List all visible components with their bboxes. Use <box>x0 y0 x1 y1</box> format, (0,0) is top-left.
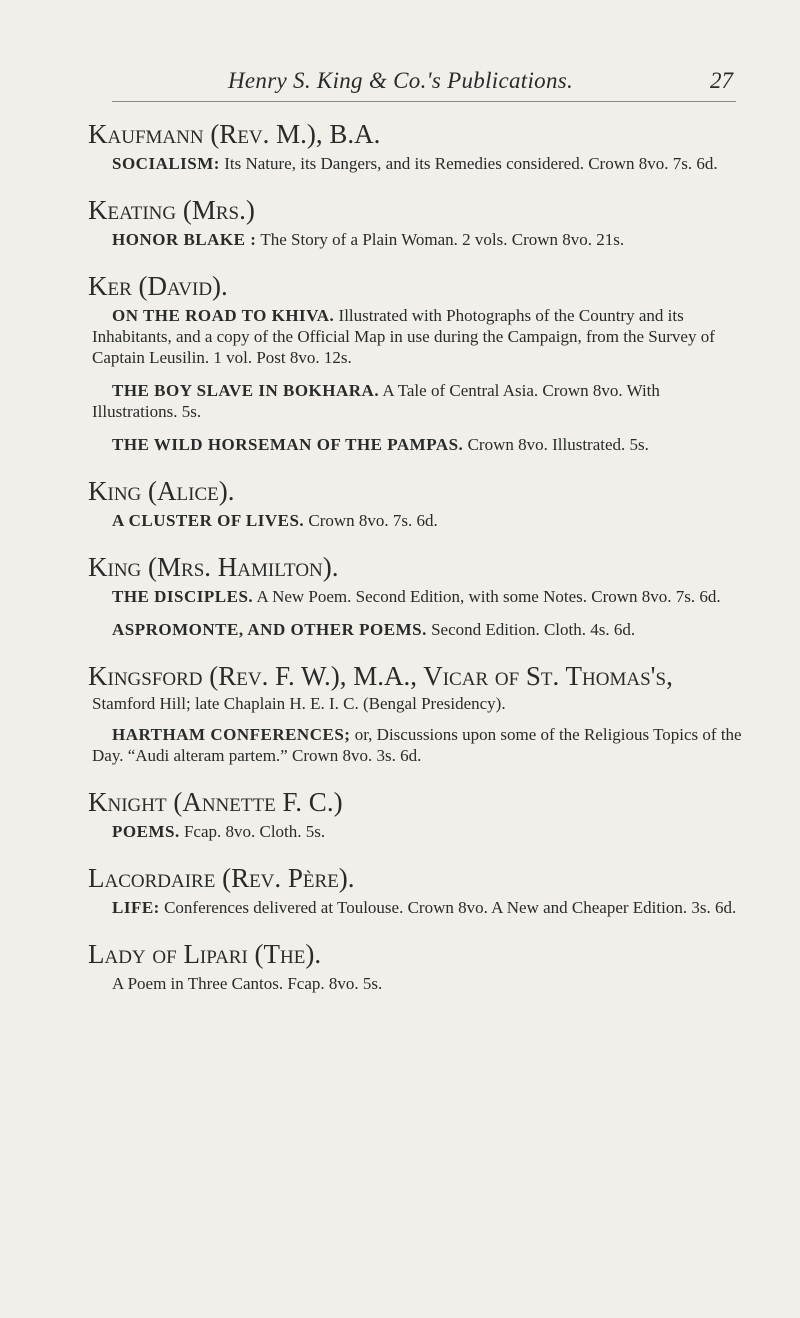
work-listing <box>92 229 742 250</box>
work-title: ASPROMONTE, AND OTHER POEMS. <box>112 620 427 639</box>
work-listing <box>92 897 742 918</box>
work-listing <box>92 586 742 607</box>
work-listing <box>92 619 742 640</box>
catalogue-entry <box>88 118 742 174</box>
work-listing <box>92 821 742 842</box>
work-title: SOCIALISM: <box>112 154 220 173</box>
work-title: HARTHAM CONFERENCES; <box>112 725 351 744</box>
work-title: THE DISCIPLES. <box>112 587 254 606</box>
work-title: HONOR BLAKE : <box>112 230 257 249</box>
work-description: Conferences delivered at Toulouse. Crown 8vo. A New and Cheaper Edition. 3s. 6d. <box>159 898 737 917</box>
author-heading: King (Alice). <box>88 476 235 506</box>
work-title: LIFE: <box>112 898 160 917</box>
work-title: POEMS. <box>112 822 180 841</box>
author-heading: Keating (Mrs.) <box>88 195 255 225</box>
work-listing <box>92 305 742 368</box>
work-description: Crown 8vo. 7s. 6d. <box>304 511 438 530</box>
author-heading: Lacordaire (Rev. Père). <box>88 863 355 893</box>
catalogue-entry <box>88 194 742 250</box>
catalogue-entry <box>88 938 742 994</box>
header-rule <box>112 101 736 102</box>
author-note: Stamford Hill; late Chaplain H. E. I. C. (Bengal Presidency). <box>92 694 506 713</box>
work-description: A Tale of Central Asia. Crown 8vo. With Illustrations. 5s. <box>92 381 660 421</box>
work-description: or, Discussions upon some of the Religious Topics of the Day. “Audi alteram partem.” Crown 8vo. 3s. 6d. <box>92 725 742 765</box>
catalogue-entry <box>88 660 742 766</box>
work-description: A Poem in Three Cantos. Fcap. 8vo. 5s. <box>112 974 383 993</box>
catalogue-entry <box>88 475 742 531</box>
work-listing <box>92 724 742 766</box>
running-title: Henry S. King & Co.'s Publications. <box>228 68 574 93</box>
work-title: A CLUSTER OF LIVES. <box>112 511 305 530</box>
author-heading: Ker (David). <box>88 271 228 301</box>
author-heading: Lady of Lipari (The). <box>88 939 322 969</box>
page-number: 27 <box>710 68 733 93</box>
author-heading: Knight (Annette F. C.) <box>88 787 343 817</box>
catalogue-entry <box>88 862 742 918</box>
work-description: The Story of a Plain Woman. 2 vols. Crown 8vo. 21s. <box>256 230 625 249</box>
work-description: Its Nature, its Dangers, and its Remedies considered. Crown 8vo. 7s. 6d. <box>219 154 718 173</box>
work-description: Illustrated with Photographs of the Country and its Inhabitants, and a copy of the Official Map in use during the Campaign, from the Survey of Captain Leusilin. 1 vol. Post 8vo. 12s. <box>92 306 715 367</box>
work-listing <box>92 153 742 174</box>
entry-list <box>88 118 742 1014</box>
work-title: THE WILD HORSEMAN OF THE PAMPAS. <box>112 435 464 454</box>
catalogue-entry <box>88 270 742 455</box>
work-listing <box>92 973 742 994</box>
work-listing <box>92 510 742 531</box>
work-listing <box>92 434 742 455</box>
author-heading: King (Mrs. Hamilton). <box>88 552 339 582</box>
running-head <box>0 68 800 98</box>
author-heading: Kaufmann (Rev. M.), B.A. <box>88 119 381 149</box>
work-description: A New Poem. Second Edition, with some Notes. Crown 8vo. 7s. 6d. <box>253 587 721 606</box>
work-description: Fcap. 8vo. Cloth. 5s. <box>179 822 326 841</box>
work-title: ON THE ROAD TO KHIVA. <box>112 306 335 325</box>
catalogue-entry <box>88 786 742 842</box>
author-heading: Kingsford (Rev. F. W.), M.A., Vicar of St. Thomas's, <box>88 661 673 691</box>
work-description: Second Edition. Cloth. 4s. 6d. <box>426 620 636 639</box>
catalogue-entry <box>88 551 742 640</box>
work-title: THE BOY SLAVE IN BOKHARA. <box>112 381 380 400</box>
work-listing <box>92 380 742 422</box>
work-description: Crown 8vo. Illustrated. 5s. <box>463 435 649 454</box>
